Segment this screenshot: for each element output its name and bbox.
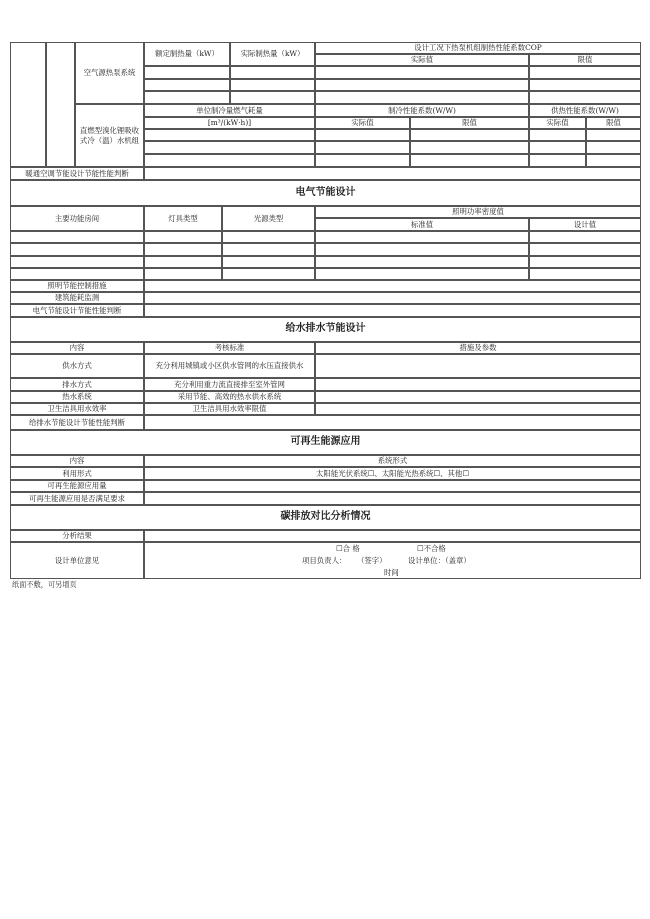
lighting-row-cell [222, 231, 315, 243]
lb-cell [529, 141, 586, 154]
lb-cell [410, 154, 529, 167]
air-source-heat-pump-label: 空气源热泵系统 [75, 42, 144, 104]
renewable-content-header: 内容 [10, 455, 144, 467]
fixture-efficiency-measures [315, 403, 641, 415]
hp-cell [230, 91, 315, 104]
hvac-judgment-value [144, 167, 641, 180]
lb-cell [586, 154, 641, 167]
heating-limit-header: 限值 [586, 117, 641, 129]
electrical-judgment-label: 电气节能设计节能性能判断 [10, 304, 144, 317]
lb-cell [315, 154, 410, 167]
hot-water-standard: 采用节能、高效的热水供水系统 [144, 391, 315, 403]
main-rooms-header: 主要功能房间 [10, 206, 144, 231]
lighting-control-value [144, 280, 641, 292]
heating-cop-header: 供热性能系数(W/W) [529, 104, 641, 117]
cop-actual-header: 实际值 [315, 54, 529, 66]
water-judgment-label: 给排水节能设计节能性能判断 [10, 415, 144, 430]
electrical-section-title: 电气节能设计 [10, 180, 641, 206]
hp-cell [144, 91, 230, 104]
hp-cell [315, 91, 529, 104]
unit-cooling-gas-header: 单位制冷量燃气耗量 [144, 104, 315, 117]
lighting-row-cell [10, 268, 144, 280]
electrical-judgment-value [144, 304, 641, 317]
lighting-row-cell [315, 268, 529, 280]
energy-monitoring-value [144, 292, 641, 304]
lpd-header: 照明功率密度值 [315, 206, 641, 218]
signature-label: （签字） [357, 556, 387, 565]
drainage-mode-measures [315, 378, 641, 391]
hp-cell [315, 79, 529, 91]
cooling-actual-header: 实际值 [315, 117, 410, 129]
project-leader-label: 项目负责人： [302, 556, 347, 565]
lb-cell [144, 154, 315, 167]
pass-checkbox-label: ☐合 格 [336, 544, 360, 553]
fixture-efficiency-label: 卫生洁具用水效率 [10, 403, 144, 415]
renewable-section-title: 可再生能源应用 [10, 430, 641, 455]
lighting-row-cell [222, 256, 315, 268]
blank-col-b [46, 42, 75, 167]
fixture-type-header: 灯具类型 [144, 206, 222, 231]
heating-actual-header: 实际值 [529, 117, 586, 129]
lpd-standard-header: 标准值 [315, 218, 529, 231]
meets-requirement-value [144, 492, 641, 505]
lb-cell [144, 141, 315, 154]
footer-note: 纸面不敷，可另增页 [12, 580, 77, 589]
hp-cell [529, 91, 641, 104]
lb-cell [586, 129, 641, 141]
hp-cell [315, 66, 529, 79]
application-amount-label: 可再生能源应用量 [10, 480, 144, 492]
lighting-row-cell [315, 256, 529, 268]
utilization-form-label: 利用形式 [10, 467, 144, 480]
lighting-row-cell [315, 243, 529, 256]
hvac-judgment-label: 暖通空调节能设计节能性能判断 [10, 167, 144, 180]
cooling-limit-header: 限值 [410, 117, 529, 129]
lighting-row-cell [529, 256, 641, 268]
design-opinion-label: 设计单位意见 [10, 542, 144, 579]
lb-cell [315, 141, 410, 154]
lb-cell [144, 129, 315, 141]
renewable-system-form-header: 系统形式 [144, 455, 641, 467]
analysis-result-label: 分析结果 [10, 530, 144, 542]
blank-col-a [10, 42, 46, 167]
energy-monitoring-label: 建筑能耗监测 [10, 292, 144, 304]
carbon-section-title: 碳排放对比分析情况 [10, 505, 641, 530]
fail-checkbox-label: ☐不合格 [417, 544, 446, 553]
lighting-row-cell [222, 268, 315, 280]
lighting-row-cell [222, 243, 315, 256]
light-source-type-header: 光源类型 [222, 206, 315, 231]
lighting-row-cell [315, 231, 529, 243]
gas-unit-label: [m³/(kW·h)] [144, 117, 315, 129]
lb-cell [315, 129, 410, 141]
lighting-row-cell [144, 231, 222, 243]
hot-water-label: 热水系统 [10, 391, 144, 403]
hp-cell [144, 79, 230, 91]
lb-cell [529, 129, 586, 141]
lb-cell [410, 129, 529, 141]
lb-cell [586, 141, 641, 154]
supply-mode-standard: 充分利用城镇或小区供水管网的水压直接供水 [144, 354, 315, 378]
lighting-row-cell [144, 268, 222, 280]
lighting-row-cell [529, 243, 641, 256]
water-section-title: 给水排水节能设计 [10, 317, 641, 342]
lighting-row-cell [529, 268, 641, 280]
fixture-efficiency-standard: 卫生洁具用水效率限值 [144, 403, 315, 415]
drainage-mode-standard: 充分利用重力流直接排至室外管网 [144, 378, 315, 391]
lighting-row-cell [10, 243, 144, 256]
lpd-design-header: 设计值 [529, 218, 641, 231]
hp-cell [529, 79, 641, 91]
lb-cell [529, 154, 586, 167]
drainage-mode-label: 排水方式 [10, 378, 144, 391]
time-label: 时间 [384, 568, 399, 577]
water-judgment-value [144, 415, 641, 430]
water-standard-header: 考核标准 [144, 342, 315, 354]
application-amount-value [144, 480, 641, 492]
lighting-row-cell [144, 256, 222, 268]
lighting-row-cell [10, 231, 144, 243]
hp-cell [230, 79, 315, 91]
rated-heating-capacity-header: 额定制热量（kW） [144, 42, 230, 66]
lighting-control-label: 照明节能控制措施 [10, 280, 144, 292]
utilization-form-options: 太阳能光伏系统☐、太阳能光热系统☐、其他☐ [144, 467, 641, 480]
supply-mode-label: 供水方式 [10, 354, 144, 378]
analysis-result-value [144, 530, 641, 542]
water-content-header: 内容 [10, 342, 144, 354]
design-cop-header: 设计工况下热泵机组制热性能系数COP [315, 42, 641, 54]
actual-heating-capacity-header: 实际制热量（kW） [230, 42, 315, 66]
meets-requirement-label: 可再生能源应用是否满足要求 [10, 492, 144, 505]
hp-cell [230, 66, 315, 79]
cooling-cop-header: 制冷性能系数(W/W) [315, 104, 529, 117]
lighting-row-cell [144, 243, 222, 256]
hot-water-measures [315, 391, 641, 403]
cop-limit-header: 限值 [529, 54, 641, 66]
water-measures-header: 措施及参数 [315, 342, 641, 354]
lighting-row-cell [529, 231, 641, 243]
hp-cell [144, 66, 230, 79]
supply-mode-measures [315, 354, 641, 378]
hp-cell [529, 66, 641, 79]
lithium-bromide-unit-label: 直燃型溴化锂吸收式冷（温）水机组 [75, 104, 144, 167]
design-unit-label: 设计单位：（盖章） [408, 556, 471, 565]
lb-cell [410, 141, 529, 154]
lighting-row-cell [10, 256, 144, 268]
